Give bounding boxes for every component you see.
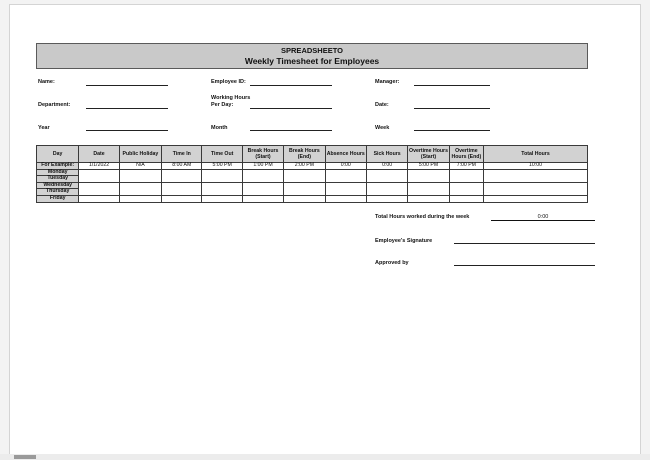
column-header: Break Hours (Start) <box>242 146 283 163</box>
table-cell[interactable] <box>162 169 202 182</box>
month-label: Month <box>211 125 228 131</box>
manager-field[interactable] <box>414 85 490 86</box>
working-hours-line2: Per Day: <box>211 102 234 108</box>
table-cell[interactable] <box>484 182 588 195</box>
table-cell[interactable] <box>79 195 119 202</box>
table-cell[interactable]: N/A <box>119 163 161 170</box>
table-row <box>37 169 588 176</box>
table-cell[interactable] <box>242 195 283 202</box>
date-label: Date: <box>375 102 389 108</box>
approved-field[interactable] <box>454 265 595 266</box>
table-cell[interactable] <box>325 195 366 202</box>
table-cell[interactable] <box>408 195 449 202</box>
employee-id-field[interactable] <box>250 85 332 86</box>
department-field[interactable] <box>86 108 168 109</box>
column-header: Absence Hours <box>325 146 366 163</box>
brand-label: SPREADSHEETO <box>281 46 343 55</box>
day-cell: Monday <box>37 169 79 176</box>
year-label: Year <box>38 125 50 131</box>
total-hours-field[interactable] <box>491 220 595 221</box>
column-header: Overtime Hours (Start) <box>408 146 449 163</box>
manager-label: Manager: <box>375 79 400 85</box>
table-cell: For Example: <box>37 163 79 170</box>
column-header: Day <box>37 146 79 163</box>
table-cell[interactable] <box>119 169 161 182</box>
working-hours-label <box>211 95 250 109</box>
table-cell[interactable]: 7:00 PM <box>449 163 483 170</box>
table-cell[interactable] <box>242 182 283 195</box>
example-row <box>37 163 588 170</box>
table-cell[interactable] <box>162 182 202 195</box>
table-cell[interactable] <box>484 169 588 182</box>
table-cell[interactable] <box>284 169 325 182</box>
table-cell[interactable] <box>449 169 483 182</box>
table-cell[interactable] <box>325 169 366 182</box>
table-cell[interactable] <box>408 169 449 182</box>
timesheet-table <box>36 145 588 203</box>
table-cell[interactable] <box>242 169 283 182</box>
table-cell[interactable] <box>202 182 242 195</box>
table-row <box>37 182 588 189</box>
table-cell[interactable] <box>119 195 161 202</box>
working-hours-line1: Working Hours <box>211 95 251 101</box>
column-header: Total Hours <box>484 146 588 163</box>
table-cell[interactable]: 5:00 PM <box>202 163 242 170</box>
signature-field[interactable] <box>454 243 595 244</box>
column-header: Sick Hours <box>366 146 407 163</box>
table-cell[interactable]: 1/1/2022 <box>79 163 119 170</box>
table-cell[interactable] <box>162 195 202 202</box>
approved-label: Approved by <box>375 260 409 266</box>
column-header: Overtime Hours (End) <box>449 146 483 163</box>
table-cell[interactable]: 1:00 PM <box>242 163 283 170</box>
table-row <box>37 195 588 202</box>
table-cell[interactable] <box>202 169 242 182</box>
day-cell: Tuesday <box>37 176 79 183</box>
employee-id-label: Employee ID: <box>211 79 246 85</box>
month-field[interactable] <box>250 130 332 131</box>
year-field[interactable] <box>86 130 168 131</box>
table-header-row <box>37 146 588 163</box>
table-cell[interactable]: 10:00 <box>484 163 588 170</box>
table-cell[interactable]: 5:00 PM <box>408 163 449 170</box>
table-cell[interactable]: 0:00 <box>366 163 407 170</box>
column-header: Date <box>79 146 119 163</box>
page-title: Weekly Timesheet for Employees <box>244 56 380 66</box>
table-cell[interactable] <box>366 195 407 202</box>
table-cell[interactable]: 2:00 PM <box>284 163 325 170</box>
column-header: Time In <box>162 146 202 163</box>
working-hours-field[interactable] <box>250 108 332 109</box>
signature-label: Employee's Signature <box>375 238 433 244</box>
table-cell[interactable]: 0:00 <box>325 163 366 170</box>
table-cell[interactable] <box>284 182 325 195</box>
table-cell[interactable] <box>79 182 119 195</box>
table-cell[interactable] <box>119 182 161 195</box>
table-cell[interactable] <box>284 195 325 202</box>
table-cell[interactable]: 8:00 AM <box>162 163 202 170</box>
table-cell[interactable] <box>325 182 366 195</box>
table-cell[interactable] <box>449 182 483 195</box>
day-cell: Wednesday <box>37 182 79 189</box>
total-hours-value: 0:00 <box>537 214 549 220</box>
bottom-strip <box>0 454 650 460</box>
column-header: Break Hours (End) <box>284 146 325 163</box>
date-field[interactable] <box>414 108 490 109</box>
name-label: Name: <box>38 79 55 85</box>
week-field[interactable] <box>414 130 490 131</box>
scroll-thumb[interactable] <box>14 455 36 459</box>
table-cell[interactable] <box>366 169 407 182</box>
day-cell: Thursday <box>37 189 79 196</box>
department-label: Department: <box>38 102 71 108</box>
table-cell[interactable] <box>366 182 407 195</box>
table-cell[interactable] <box>484 195 588 202</box>
column-header: Public Holiday <box>119 146 161 163</box>
total-hours-label: Total Hours worked during the week <box>375 214 470 220</box>
table-cell[interactable] <box>79 169 119 182</box>
week-label: Week <box>375 125 390 131</box>
column-header: Time Out <box>202 146 242 163</box>
table-cell[interactable] <box>449 195 483 202</box>
table-cell[interactable] <box>408 182 449 195</box>
sheet-page <box>9 4 641 455</box>
name-field[interactable] <box>86 85 168 86</box>
day-cell: Friday <box>37 195 79 202</box>
title-banner <box>36 43 588 69</box>
table-cell[interactable] <box>202 195 242 202</box>
